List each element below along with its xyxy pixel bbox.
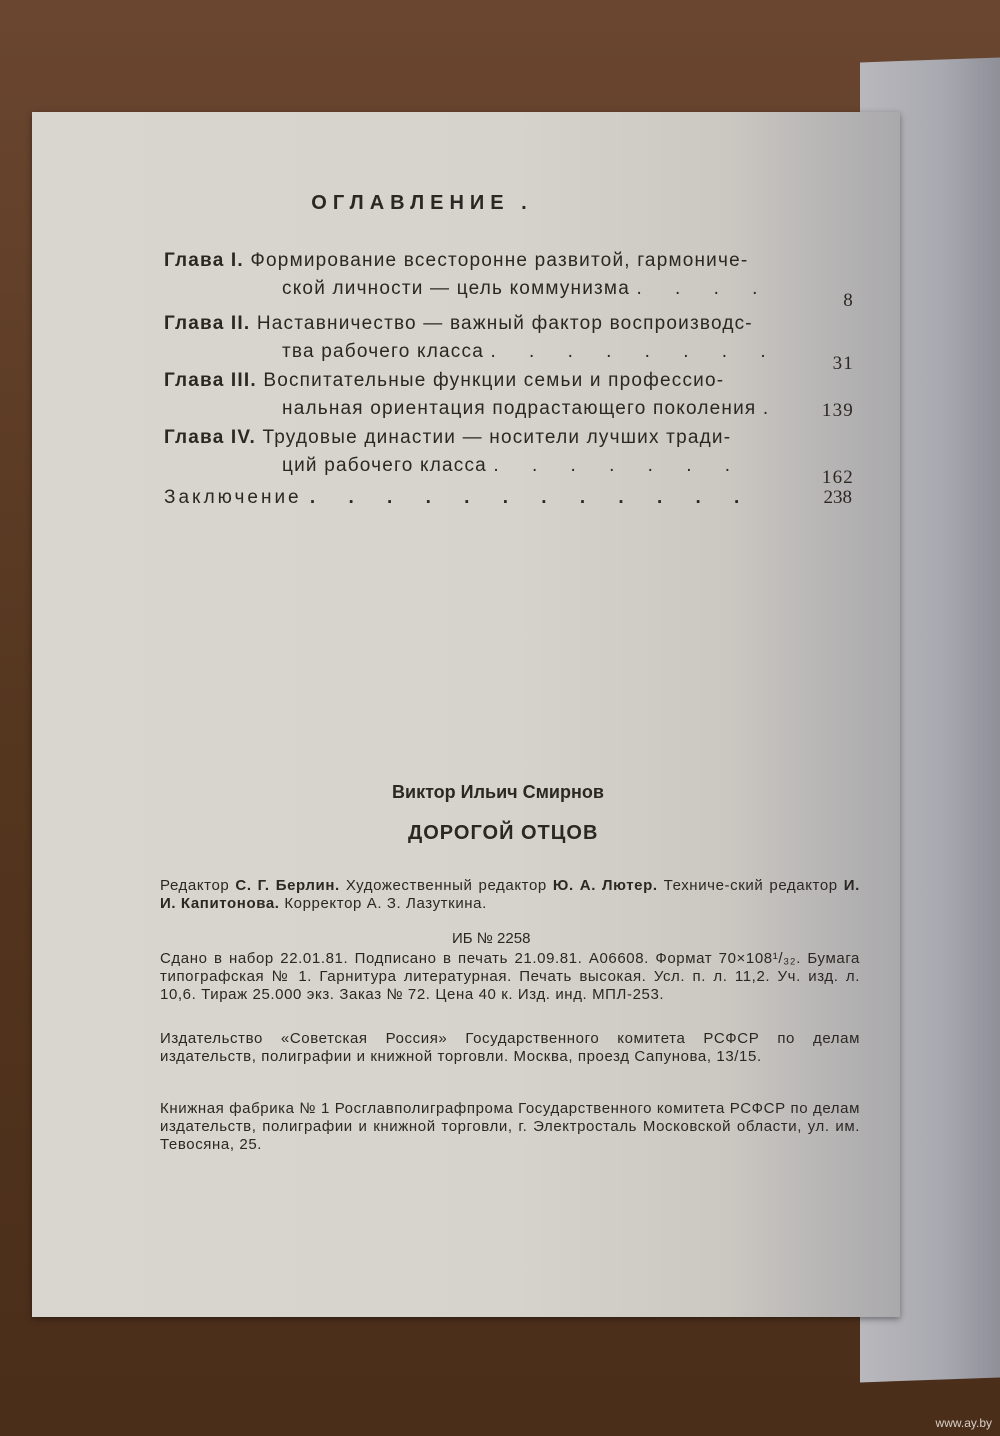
ib-number: ИБ № 2258 — [452, 930, 531, 947]
toc-entry-4 — [164, 424, 864, 488]
toc-page-number: 8 — [843, 290, 854, 311]
toc-entry-3 — [164, 367, 864, 423]
toc-conclusion-label: Заключение — [164, 487, 302, 508]
toc-leader-dots: . — [762, 398, 783, 419]
toc-page-number: 139 — [821, 400, 854, 421]
editors-text: Корректор А. З. Лазуткина. — [284, 895, 487, 912]
toc-entry-2 — [164, 310, 864, 374]
toc-chapter: Глава II. — [164, 313, 251, 334]
toc-leader-dots: . . . . — [636, 278, 772, 299]
book-title: ДОРОГОЙ ОТЦОВ — [408, 822, 599, 844]
toc-title-line2: ций рабочего класса — [282, 455, 487, 476]
editors-text: Редактор — [160, 877, 230, 894]
toc-chapter: Глава I. — [164, 250, 244, 271]
editors-text: Художественный редактор — [345, 877, 547, 894]
toc-title-line1: Трудовые династии — носители лучших тради- — [262, 427, 732, 448]
toc-title-line1: Формирование всесторонне развитой, гармониче- — [250, 250, 749, 271]
toc-conclusion — [164, 487, 864, 509]
toc-chapter: Глава III. — [164, 370, 257, 391]
toc-title-line2: нальная ориентация подрастающего поколения — [282, 398, 757, 419]
tech-editor-name: И. И. Капитонова. — [160, 877, 860, 912]
toc-page-number: 162 — [821, 467, 854, 488]
toc-entry-1 — [164, 247, 864, 311]
print-info: Сдано в набор 22.01.81. Подписано в печать 21.09.81. А06608. Формат 70×108¹/₃₂. Бумага типографская № 1. Гарнитура литературная. Печать высокая. Усл. п. л. 11,2. Уч. изд. л. 10,6. Тираж 25.000 экз. Заказ № 72. Цена 40 к. Изд. инд. МПЛ-253. — [160, 950, 860, 1003]
watermark: www.ay.by — [935, 1416, 992, 1430]
editors-block — [160, 877, 860, 913]
toc-heading: ОГЛАВЛЕНИЕ . — [311, 192, 533, 214]
toc-title-line1: Воспитательные функции семьи и профессио- — [263, 370, 725, 391]
toc-title-line1: Наставничество — важный фактор воспроизводс- — [256, 313, 753, 334]
toc-page-number: 238 — [823, 487, 852, 508]
editors-text: Техниче-ский редактор — [663, 877, 838, 894]
book-page — [32, 112, 900, 1317]
editor-name: С. Г. Берлин. — [235, 877, 340, 894]
toc-leader-dots: . . . . . . . . . . . . — [309, 487, 754, 508]
publisher-info: Издательство «Советская Россия» Государственного комитета РСФСР по делам издательств, полиграфии и книжной торговли. Москва, проезд Сапунова, 13/15. — [160, 1030, 860, 1065]
toc-chapter: Глава IV. — [164, 427, 257, 448]
toc-title-line2: тва рабочего класса — [282, 341, 484, 362]
toc-leader-dots: . . . . . . . . — [490, 341, 780, 362]
toc-page-number: 31 — [832, 353, 854, 374]
toc-leader-dots: . . . . . . . — [493, 455, 745, 476]
printer-info: Книжная фабрика № 1 Росглавполиграфпрома Государственного комитета РСФСР по делам издательств, полиграфии и книжной торговли, г. Электросталь Московской области, ул. им. Тевосяна, 25. — [160, 1100, 860, 1153]
author-name: Виктор Ильич Смирнов — [392, 782, 604, 802]
toc-title-line2: ской личности — цель коммунизма — [282, 278, 630, 299]
art-editor-name: Ю. А. Лютер. — [552, 877, 658, 894]
